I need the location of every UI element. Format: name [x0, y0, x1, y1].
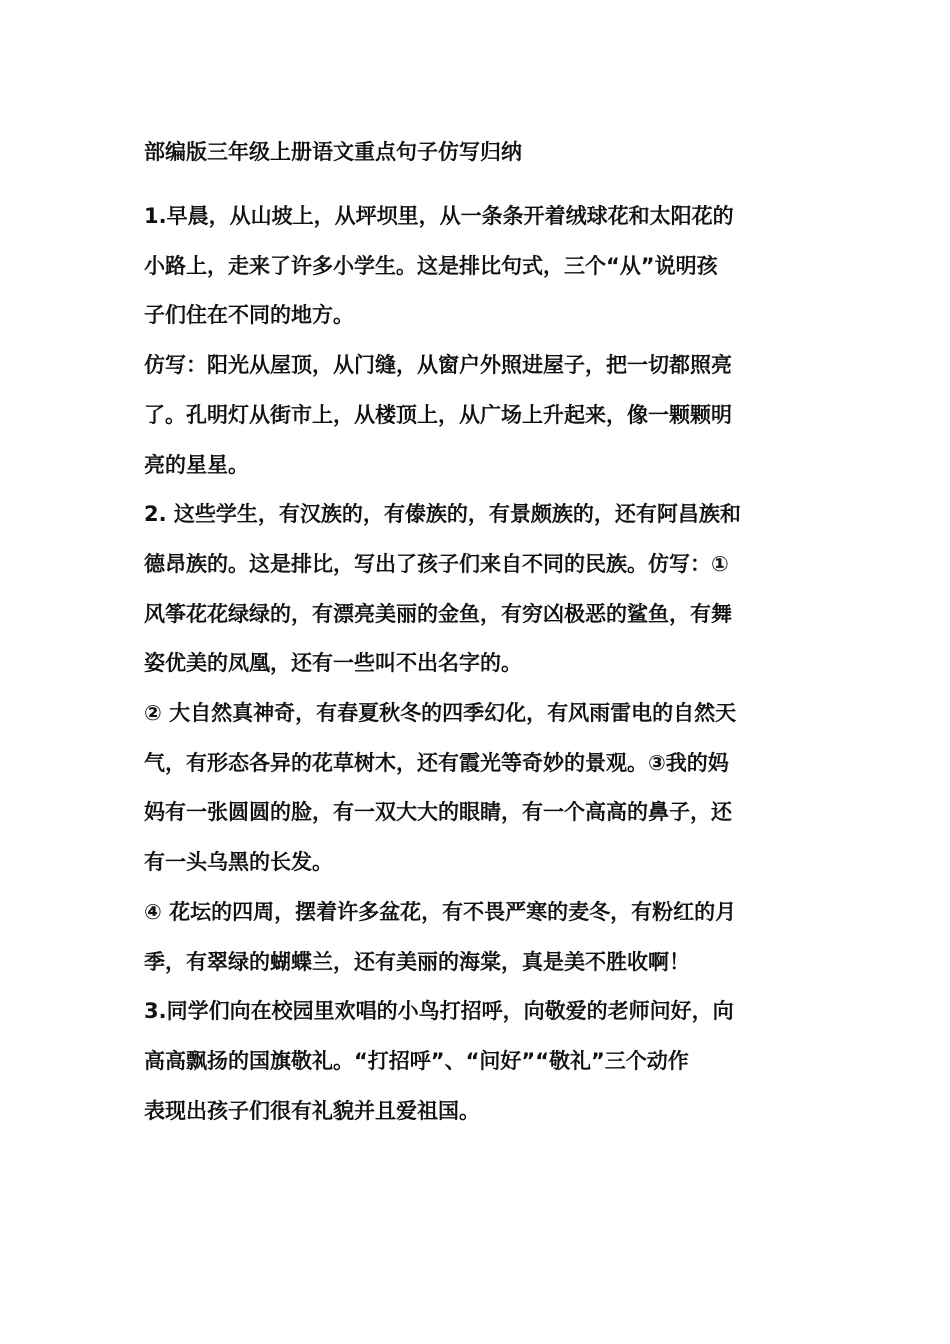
text-line: 有一头乌黑的长发。 [144, 850, 333, 875]
text-line: 气，有形态各异的花草树木，还有霞光等奇妙的景观。③我的妈 [144, 750, 729, 775]
document-title: 部编版三年级上册语文重点句子仿写归纳 [144, 140, 522, 164]
text-line: 3.同学们向在校园里欢唱的小鸟打招呼，向敬爱的老师问好，向 [144, 999, 734, 1024]
text-line: ④ 花坛的四周，摆着许多盆花，有不畏严寒的麦冬，有粉红的月 [144, 899, 737, 924]
text-line: 了。孔明灯从街市上，从楼顶上，从广场上升起来，像一颗颗明 [144, 402, 732, 427]
text-line: 子们住在不同的地方。 [144, 303, 354, 328]
text-line: 2. 这些学生，有汉族的，有傣族的，有景颇族的，还有阿昌族和 [144, 502, 741, 527]
text-line: 亮的星星。 [144, 452, 249, 477]
text-line: 妈有一张圆圆的脸，有一双大大的眼睛，有一个高高的鼻子，还 [144, 800, 732, 825]
text-line: 高高飘扬的国旗敬礼。“打招呼”、“问好”“敬礼”三个动作 [144, 1048, 689, 1073]
text-line: 姿优美的凤凰，还有一些叫不出名字的。 [144, 651, 522, 676]
text-line: 表现出孩子们很有礼貌并且爱祖国。 [144, 1098, 480, 1123]
text-line: 季，有翠绿的蝴蝶兰，还有美丽的海棠，真是美不胜收啊！ [144, 949, 690, 974]
text-line: 仿写：阳光从屋顶，从门缝，从窗户外照进屋子，把一切都照亮 [144, 353, 732, 378]
text-line: ② 大自然真神奇，有春夏秋冬的四季幻化，有风雨雷电的自然天 [144, 701, 737, 726]
text-line: 德昂族的。这是排比，写出了孩子们来自不同的民族。仿写：① [144, 551, 729, 576]
text-line: 小路上，走来了许多小学生。这是排比句式，三个“从”说明孩 [144, 253, 718, 278]
text-line: 1.早晨，从山坡上，从坪坝里，从一条条开着绒球花和太阳花的 [144, 204, 734, 228]
document-body [144, 192, 810, 1136]
text-line: 风筝花花绿绿的，有漂亮美丽的金鱼，有穷凶极恶的鲨鱼，有舞 [144, 601, 732, 626]
